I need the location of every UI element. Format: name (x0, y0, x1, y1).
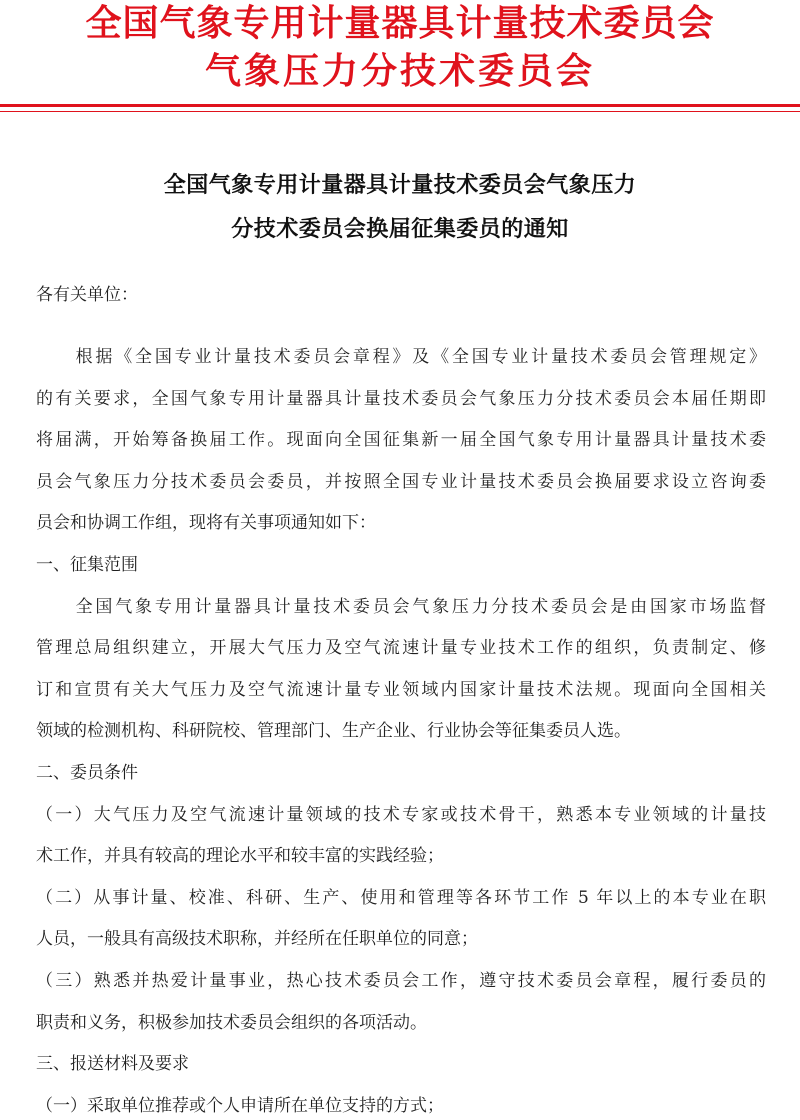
letterhead-org-name: 全国气象专用计量器具计量技术委员会 (85, 3, 715, 44)
section-scope-line: 订和宣贯有关大气压力及空气流速计量专业领域内国家计量技术法规。现面向全国相关 (36, 680, 766, 700)
section-materials-line: （一）采取单位推荐或个人申请所在单位支持的方式； (36, 1096, 444, 1116)
section-heading-materials: 三、报送材料及要求 (36, 1054, 189, 1074)
section-conditions-line: （三）熟悉并热爱计量事业，热心技术委员会工作，遵守技术委员会章程，履行委员的 (36, 971, 766, 991)
section-heading-conditions: 二、委员条件 (36, 763, 138, 783)
section-conditions-line: 职责和义务，积极参加技术委员会组织的各项活动。 (36, 1013, 427, 1033)
intro-line: 的有关要求，全国气象专用计量器具计量技术委员会气象压力分技术委员会本届任期即 (36, 389, 766, 409)
salutation: 各有关单位： (36, 285, 138, 305)
intro-line: 员会和协调工作组，现将有关事项通知如下： (36, 513, 376, 533)
letterhead-divider-thin (0, 111, 800, 112)
section-conditions-line: （二）从事计量、校准、科研、生产、使用和管理等各环节工作 5 年以上的本专业在职 (36, 888, 766, 908)
section-scope-line: 领域的检测机构、科研院校、管理部门、生产企业、行业协会等征集委员人选。 (36, 721, 631, 741)
section-conditions-line: （一）大气压力及空气流速计量领域的技术专家或技术骨干，熟悉本专业领域的计量技 (36, 805, 766, 825)
document-title-line-1: 全国气象专用计量器具计量技术委员会气象压力 (163, 173, 637, 198)
intro-line: 员会气象压力分技术委员会委员，并按照全国专业计量技术委员会换届要求设立咨询委 (36, 472, 766, 492)
letterhead-subcommittee-name: 气象压力分技术委员会 (204, 51, 595, 92)
section-conditions-line: 人员，一般具有高级技术职称，并经所在任职单位的同意； (36, 929, 478, 949)
section-scope-line: 全国气象专用计量器具计量技术委员会气象压力分技术委员会是由国家市场监督 (36, 597, 766, 617)
intro-line: 将届满，开始筹备换届工作。现面向全国征集新一届全国气象专用计量器具计量技术委 (36, 430, 766, 450)
letterhead-divider-thick (0, 104, 800, 107)
section-conditions-line: 术工作，并具有较高的理论水平和较丰富的实践经验； (36, 846, 444, 866)
document-title-line-2: 分技术委员会换届征集委员的通知 (231, 217, 569, 242)
intro-line: 根据《全国专业计量技术委员会章程》及《全国专业计量技术委员会管理规定》 (36, 347, 766, 367)
section-heading-scope: 一、征集范围 (36, 555, 138, 575)
section-scope-line: 管理总局组织建立，开展大气压力及空气流速计量专业技术工作的组织，负责制定、修 (36, 638, 766, 658)
